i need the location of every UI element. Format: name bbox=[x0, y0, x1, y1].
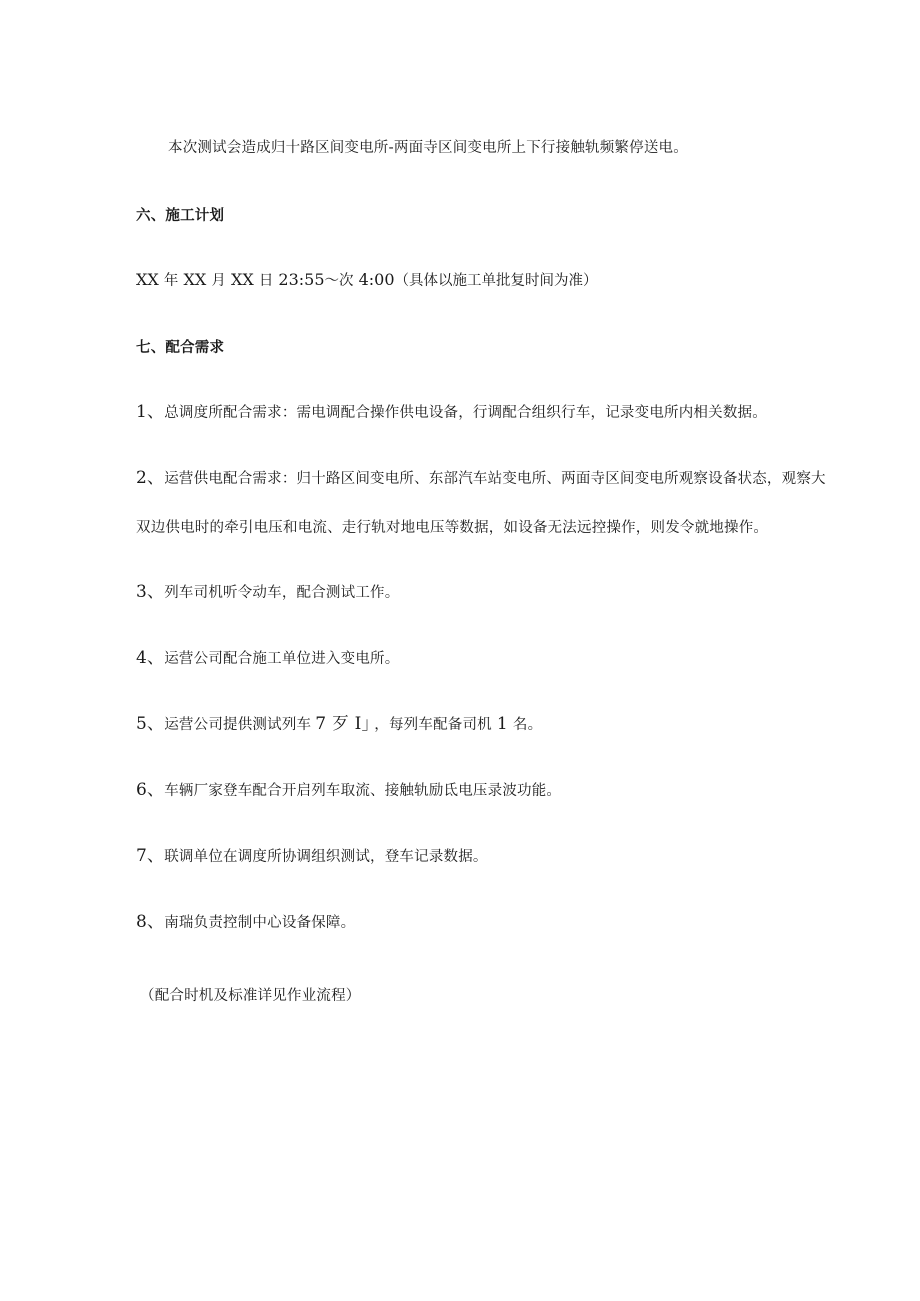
list-item-text: 车辆厂家登车配合开启列车取流、接触轨励氐电压录波功能。 bbox=[164, 783, 562, 799]
list-item-text: 运营供电配合需求：归十路区间变电所、东部汽车站变电所、两面寺区间变电所观察设备状态，观察大 bbox=[164, 471, 826, 487]
list-item-number: 2、 bbox=[136, 468, 165, 488]
list-item-text: 名。 bbox=[512, 717, 543, 733]
list-item-number: 8、 bbox=[136, 912, 165, 932]
month-label: 月 bbox=[211, 273, 226, 289]
footer-note: （配合时机及标准详见作业流程） bbox=[140, 988, 361, 1004]
list-item-number: 7、 bbox=[136, 846, 165, 866]
list-item bbox=[136, 714, 542, 735]
list-item bbox=[136, 780, 561, 801]
list-item-text: 运营公司提供测试列车 bbox=[164, 717, 312, 733]
section-6-heading: 六、施工计划 bbox=[136, 208, 225, 224]
driver-count: 1 bbox=[496, 714, 508, 734]
list-item-text: 南瑞负责控制中心设备保障。 bbox=[164, 915, 356, 931]
list-item bbox=[136, 582, 399, 603]
section-7-heading: 七、配合需求 bbox=[136, 340, 225, 356]
train-count-text: 7 歹 I」 bbox=[315, 714, 371, 734]
list-item bbox=[136, 912, 355, 933]
list-item bbox=[136, 468, 826, 489]
schedule-line bbox=[136, 270, 598, 291]
list-item bbox=[136, 846, 488, 867]
list-item-number: 6、 bbox=[136, 780, 165, 800]
year-placeholder: XX bbox=[136, 270, 159, 289]
time-separator: ～ bbox=[324, 273, 340, 289]
list-item bbox=[136, 648, 399, 669]
list-item-text: 列车司机听令动车，配合测试工作。 bbox=[164, 585, 400, 601]
list-item-number: 4、 bbox=[136, 648, 165, 668]
list-item-text: 联调单位在调度所协调组织测试，登车记录数据。 bbox=[164, 849, 488, 865]
day-placeholder: XX bbox=[230, 270, 254, 289]
start-time: 23:55 bbox=[278, 270, 325, 289]
list-item-continuation: 双边供电时的牵引电压和电流、走行轨对地电压等数据，如设备无法远控操作，则发令就地操作。 bbox=[136, 520, 769, 536]
end-time: 4:00 bbox=[358, 270, 395, 289]
intro-paragraph: 本次测试会造成归十路区间变电所-两面寺区间变电所上下行接触轨频繁停送电。 bbox=[168, 140, 688, 156]
schedule-note: （具体以施工单批复时间为准） bbox=[394, 273, 598, 289]
day-label: 日 bbox=[258, 273, 274, 289]
list-item-text: ，每列车配备司机 bbox=[374, 717, 492, 733]
list-item-text: 运营公司配合施工单位进入变电所。 bbox=[164, 651, 400, 667]
list-item-number: 3、 bbox=[136, 582, 165, 602]
list-item-number: 1、 bbox=[136, 402, 165, 422]
month-placeholder: XX bbox=[183, 270, 207, 289]
year-label: 年 bbox=[163, 273, 179, 289]
list-item-text: 总调度所配合需求：需电调配合操作供电设备，行调配合组织行车，记录变电所内相关数据。 bbox=[164, 405, 767, 421]
next-day-label: 次 bbox=[339, 273, 354, 289]
list-item bbox=[136, 402, 767, 423]
list-item-number: 5、 bbox=[136, 714, 165, 734]
